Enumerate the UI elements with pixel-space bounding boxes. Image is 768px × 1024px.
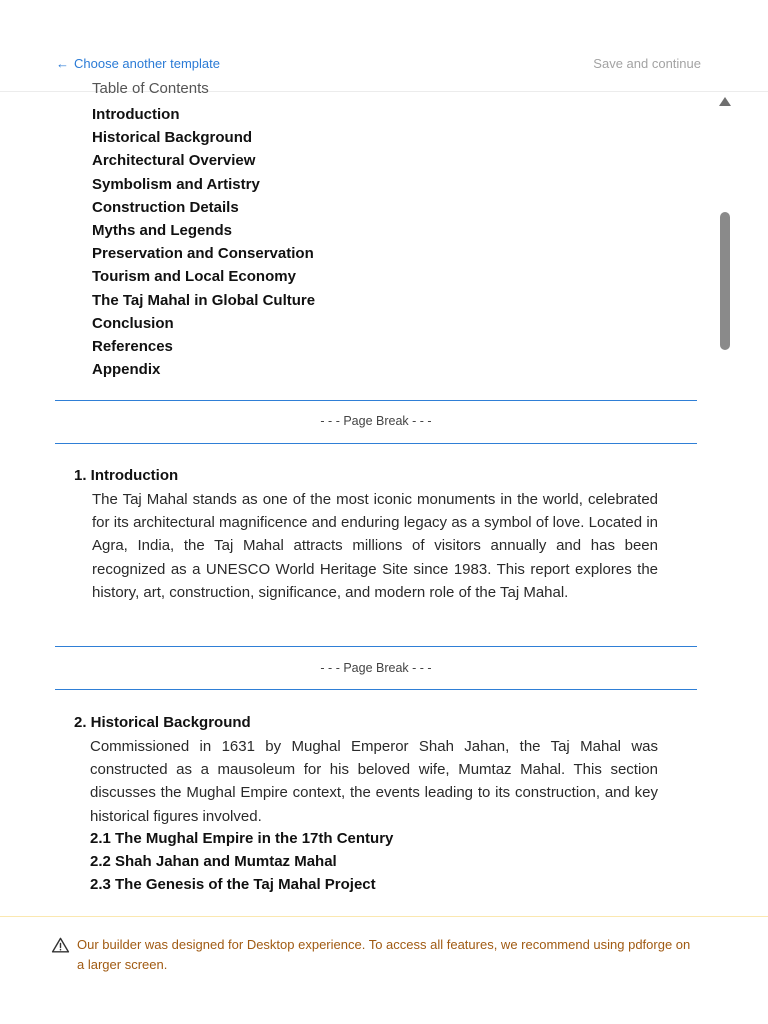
toc-item: Construction Details bbox=[92, 198, 239, 216]
subsection-item: 2.3 The Genesis of the Taj Mahal Project bbox=[90, 876, 376, 894]
toc-item: The Taj Mahal in Global Culture bbox=[92, 291, 316, 309]
page-break-line bbox=[55, 443, 697, 444]
choose-another-template-link[interactable] bbox=[56, 56, 220, 71]
toc-item: Conclusion bbox=[92, 314, 174, 332]
toc-item: Myths and Legends bbox=[92, 221, 233, 239]
page-break-label: - - - Page Break - - - bbox=[320, 414, 432, 428]
table-of-contents bbox=[92, 103, 315, 381]
scrollbar-thumb[interactable] bbox=[720, 212, 730, 350]
page-break-line bbox=[55, 689, 697, 690]
toc-item: Introduction bbox=[92, 106, 180, 123]
save-and-continue-button[interactable]: Save and continue bbox=[593, 56, 701, 71]
notice-text: Our builder was designed for Desktop experience. To access all features, we recommend using pdforge on a larger screen. bbox=[77, 937, 691, 972]
toc-item: Architectural Overview bbox=[92, 152, 256, 170]
arrow-left-icon: ← bbox=[56, 56, 69, 71]
desktop-recommendation-notice bbox=[0, 916, 768, 1024]
document-preview[interactable] bbox=[0, 80, 768, 916]
toc-item: Preservation and Conservation bbox=[92, 245, 314, 263]
back-link-label: Choose another template bbox=[74, 56, 220, 71]
toc-item: Historical Background bbox=[92, 129, 253, 147]
toc-item: Appendix bbox=[92, 361, 161, 379]
subsection-list bbox=[90, 827, 393, 897]
toc-item: Symbolism and Artistry bbox=[92, 175, 260, 193]
section-paragraph-introduction: The Taj Mahal stands as one of the most iconic monuments in the world, celebrated for its architectural magnificence and enduring legacy as a symbol of love. Located in Agra, India, the Taj Mahal attracts millions of visitors annually and has been recognized as a UNESCO World Heritage Site since 1983. This report explores the history, art, construction, significance, and modern role of the Taj Mahal. bbox=[92, 491, 658, 601]
warning-triangle-icon bbox=[51, 936, 70, 955]
toc-item: References bbox=[92, 337, 173, 355]
page-break-line bbox=[55, 400, 697, 401]
section-heading-introduction: 1. Introduction bbox=[74, 467, 179, 484]
page-break-line bbox=[55, 646, 697, 647]
page-break-label: - - - Page Break - - - bbox=[320, 661, 432, 675]
toc-heading: Table of Contents bbox=[92, 80, 209, 97]
subsection-item: 2.2 Shah Jahan and Mumtaz Mahal bbox=[90, 853, 337, 871]
subsection-item: 2.1 The Mughal Empire in the 17th Century bbox=[90, 830, 394, 847]
section-paragraph-historical-background: Commissioned in 1631 by Mughal Emperor Shah Jahan, the Taj Mahal was constructed as a mausoleum for his beloved wife, Mumtaz Mahal. This section discusses the Mughal Empire context, the events leading to its construction, and key historical figures involved. bbox=[90, 738, 658, 825]
scroll-up-arrow-icon[interactable] bbox=[719, 97, 731, 106]
section-heading-historical-background: 2. Historical Background bbox=[74, 714, 251, 731]
top-bar bbox=[0, 0, 768, 92]
toc-item: Tourism and Local Economy bbox=[92, 268, 296, 286]
